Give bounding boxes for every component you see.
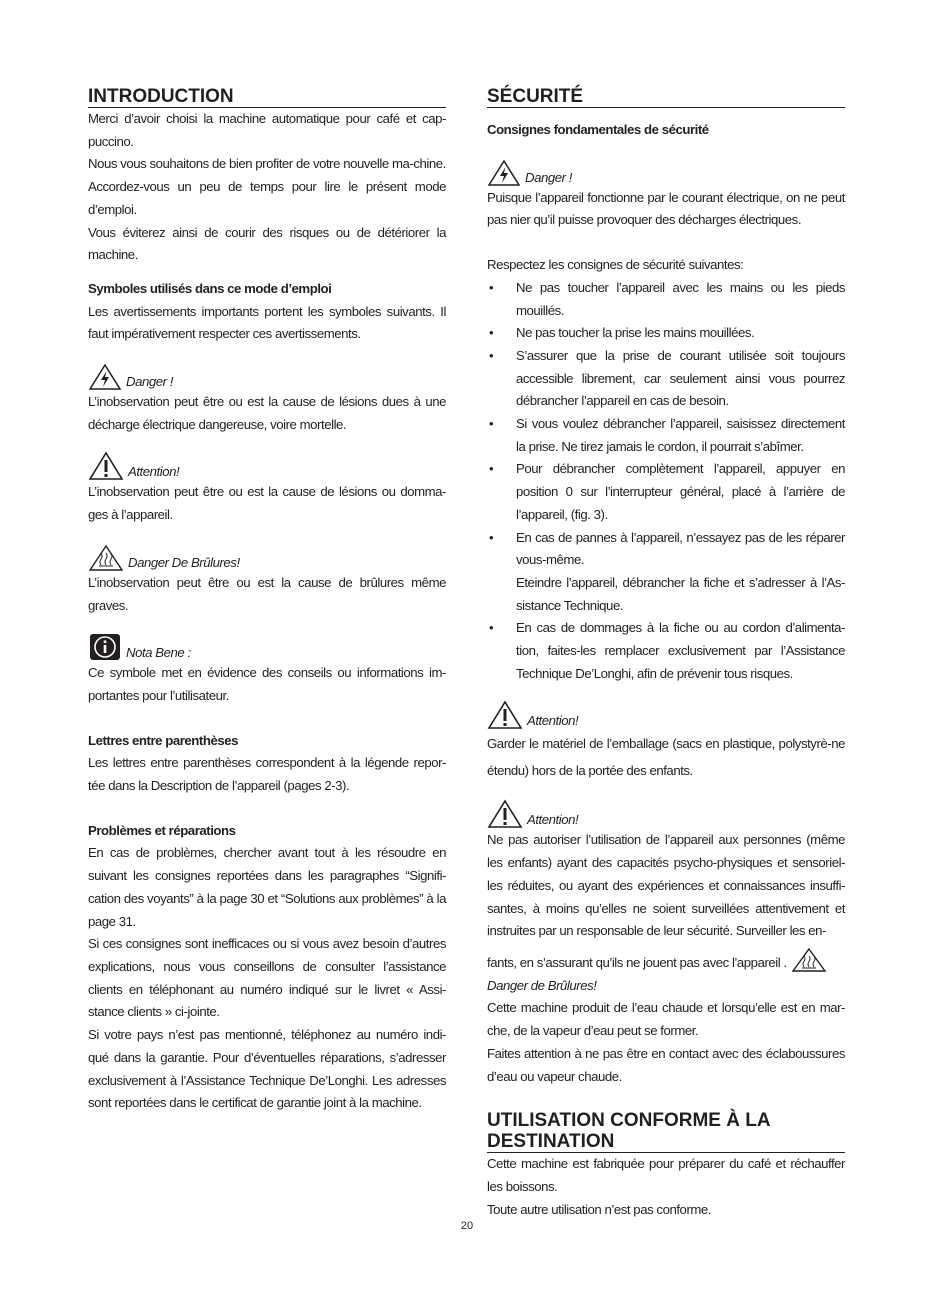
bullet: • bbox=[489, 529, 494, 545]
usage-para: Toute autre utilisation n’est pas conforme. bbox=[487, 1201, 712, 1217]
problems-para: En cas de problèmes, chercher avant tout à les résoudre en suivant les consignes reportées dans les paragraphes “Signifi-cation des voyants” à la page 30 et “Solutions aux problèmes” à la page 31. bbox=[88, 845, 446, 929]
bullet: • bbox=[489, 325, 494, 341]
left-column bbox=[88, 86, 446, 1115]
hot-surface-icon bbox=[791, 947, 827, 973]
warning-icon bbox=[88, 451, 124, 481]
consignes-heading: Consignes fondamentales de sécurité bbox=[487, 122, 709, 137]
intro-para: Merci d’avoir choisi la machine automatique pour café et cap-puccino. bbox=[88, 111, 446, 149]
burn-label: Danger de Brûlures! bbox=[487, 977, 597, 993]
attention-label: Attention! bbox=[527, 713, 579, 729]
list-item: • Ne pas toucher la prise les mains mouillées. bbox=[487, 322, 845, 345]
introduction-heading: INTRODUCTION bbox=[88, 86, 446, 108]
intro-para: Vous éviterez ainsi de courir des risques ou de détériorer la machine. bbox=[88, 224, 446, 263]
safety-list bbox=[487, 277, 845, 686]
list-item: • Si vous voulez débrancher l’appareil, saisissez directement la prise. Ne tirez jamais le cordon, il pourrait s’abîmer. bbox=[487, 413, 845, 458]
symbols-heading: Symboles utilisés dans ce mode d’emploi bbox=[88, 280, 332, 296]
attention-symbol-row bbox=[487, 696, 845, 730]
attention-label: Attention! bbox=[527, 812, 579, 828]
intro-para: Nous vous souhaitons de bien profiter de votre nouvelle ma-chine. bbox=[88, 156, 446, 172]
attention-text-tail: fants, en s’assurant qu’ils ne jouent pas avec l’appareil . bbox=[487, 947, 845, 975]
intro-para: Accordez-vous un peu de temps pour lire le présent mode d’emploi. bbox=[88, 179, 446, 217]
bullet: • bbox=[489, 279, 494, 295]
security-heading: SÉCURITÉ bbox=[487, 86, 845, 108]
respect-intro: Respectez les consignes de sécurité suivantes: bbox=[487, 257, 744, 273]
burn-para: Faites attention à ne pas être en contact avec des éclaboussures d’eau ou vapeur chaude. bbox=[487, 1045, 845, 1084]
danger-text: L’inobservation peut être ou est la cause de lésions dues à une décharge électrique dangereuse, voire mortelle. bbox=[88, 394, 446, 432]
list-item: • En cas de dommages à la fiche ou au cordon d’alimenta-tion, faites-les remplacer exclusivement par l’Assistance Technique De’Longhi, afin de prévenir tous risques. bbox=[487, 617, 845, 685]
usage-para: Cette machine est fabriquée pour préparer du café et réchauffer les boissons. bbox=[487, 1156, 845, 1194]
page-number: 20 bbox=[460, 1220, 474, 1232]
list-item: • Ne pas toucher l’appareil avec les mains ou les pieds mouillés. bbox=[487, 277, 845, 322]
attention-text: L’inobservation peut être ou est la cause de lésions ou domma-ges à l’appareil. bbox=[88, 484, 446, 523]
attention-symbol-row bbox=[487, 795, 845, 829]
list-item: • Pour débrancher complètement l’appareil, appuyer en position 0 sur l’interrupteur général, placé à l’arrière de l’appareil, (fig. 3). bbox=[487, 458, 845, 526]
letters-text: Les lettres entre parenthèses correspondent à la légende repor-tée dans la Description de l’appareil (pages 2-3). bbox=[88, 755, 446, 794]
problems-heading: Problèmes et réparations bbox=[88, 822, 236, 838]
electric-danger-icon bbox=[88, 363, 122, 391]
right-column bbox=[487, 86, 845, 1221]
electric-danger-icon bbox=[487, 159, 521, 187]
list-item: • S’assurer que la prise de courant utilisée soit toujours accessible librement, car seulement ainsi vous pourrez débrancher l’appareil en cas de besoin. bbox=[487, 345, 845, 413]
usage-heading: UTILISATION CONFORME À LA DESTINATION bbox=[487, 1110, 845, 1153]
danger-symbol-row bbox=[487, 153, 845, 187]
danger-label: Danger ! bbox=[525, 169, 572, 185]
burn-symbol-row bbox=[88, 538, 446, 572]
letters-heading: Lettres entre parenthèses bbox=[88, 732, 238, 748]
nota-symbol-row bbox=[88, 628, 446, 662]
bullet: • bbox=[489, 347, 494, 363]
symbols-text: Les avertissements importants portent les symboles suivants. Il faut impérativement respecter ces avertissements. bbox=[88, 303, 446, 342]
danger-symbol-row bbox=[88, 357, 446, 391]
bullet: • bbox=[489, 620, 494, 636]
problems-para: Si votre pays n’est pas mentionné, téléphonez au numéro indi-qué dans la garantie. Pour d’éventuelles réparations, s’adresser exclusivement à l’Assistance Technique De’Longhi. Les adresses sont reportées dans le certificat de garantie joint à la machine. bbox=[88, 1027, 446, 1111]
danger-text: Puisque l’appareil fonctionne par le courant électrique, on ne peut pas nier qu’il puisse provoquer des décharges électriques. bbox=[487, 189, 845, 228]
warning-icon bbox=[487, 700, 523, 730]
burn-text: L’inobservation peut être ou est la cause de brûlures même graves. bbox=[88, 574, 446, 613]
attention-text: Ne pas autoriser l’utilisation de l’appareil aux personnes (même les enfants) ayant des capacités psycho-physiques et sensoriel-les réduites, ou ayant des expériences et connaissances insuffi-santes, à moins qu’elles ne soient surveillées attentivement et instruites par un responsable de leur sécurité. Surveiller les en- bbox=[487, 832, 845, 939]
attention-label: Attention! bbox=[128, 464, 180, 480]
danger-label: Danger ! bbox=[126, 374, 173, 390]
info-icon bbox=[88, 632, 122, 662]
burn-para: Cette machine produit de l’eau chaude et lorsqu’elle est en mar-che, de la vapeur d’eau peut se former. bbox=[487, 1000, 845, 1039]
warning-icon bbox=[487, 799, 523, 829]
hot-surface-icon bbox=[88, 544, 124, 572]
bullet: • bbox=[489, 461, 494, 477]
attention-text: Garder le matériel de l’emballage (sacs en plastique, polystyrè-ne étendu) hors de la portée des enfants. bbox=[487, 736, 845, 779]
problems-para: Si ces consignes sont inefficaces ou si vous avez besoin d’autres explications, nous vous conseillons de consulter l’assistance clients en téléphonant au numéro indiqué sur le livret « Assi-stance clients » ci-jointe. bbox=[88, 936, 446, 1020]
bullet: • bbox=[489, 416, 494, 432]
attention-symbol-row bbox=[88, 447, 446, 481]
burn-label: Danger De Brûlures! bbox=[128, 554, 240, 570]
nota-label: Nota Bene : bbox=[126, 645, 191, 661]
list-item: • En cas de pannes à l’appareil, n’essayez pas de les réparer vous-même. Eteindre l’appareil, débrancher la fiche et s’adresser à l’As-sistance Technique. bbox=[487, 527, 845, 618]
nota-text: Ce symbole met en évidence des conseils ou informations im-portantes pour l’utilisateur. bbox=[88, 665, 446, 703]
